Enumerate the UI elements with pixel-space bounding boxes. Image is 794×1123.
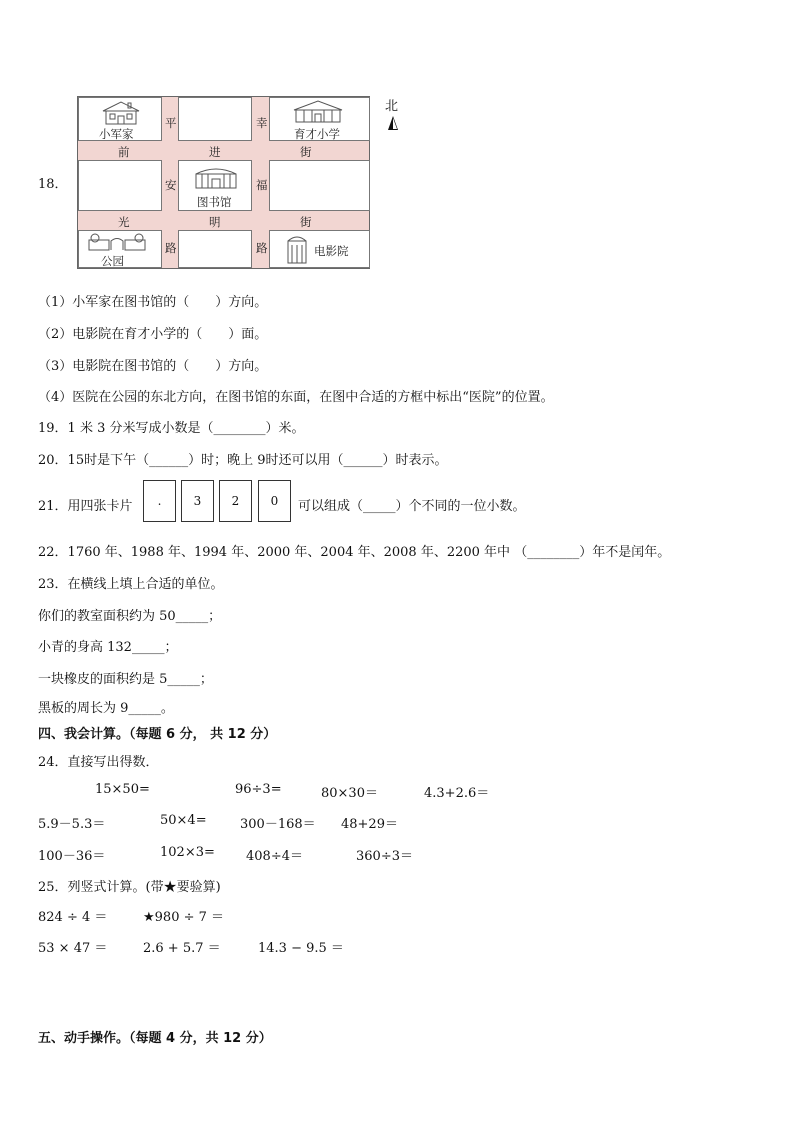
block-park — [78, 230, 162, 268]
road-char-jie-1: 街 — [300, 145, 312, 159]
card-0: 0 — [258, 480, 291, 522]
block-library — [178, 160, 252, 211]
vertical-calc-4: 2.6 + 5.7 ＝ — [143, 941, 221, 956]
road-char-lu-2: 路 — [256, 241, 268, 255]
q23-line-1: 你们的教室面积约为 50_____； — [38, 609, 222, 624]
vertical-calc-1: 824 ÷ 4 ＝ — [38, 910, 108, 925]
calc-2-3: 300－168＝ — [240, 817, 316, 832]
card-dot: . — [143, 480, 176, 522]
school-icon — [292, 100, 344, 124]
label-home: 小军家 — [99, 127, 134, 141]
calc-1-2: 96÷3= — [235, 782, 282, 797]
cinema-icon — [285, 233, 309, 265]
question-20: 20．15时是下午（______）时；晚上 9时还可以用（______）时表示。 — [38, 453, 448, 468]
vertical-calc-5: 14.3 − 9.5 ＝ — [258, 941, 344, 956]
label-library: 图书馆 — [197, 195, 232, 209]
calc-1-1: 15×50= — [95, 782, 150, 797]
calc-3-4: 360÷3＝ — [356, 849, 413, 864]
road-char-qian: 前 — [118, 145, 130, 159]
q18-item-2: （2）电影院在育才小学的（ ）面。 — [38, 327, 268, 342]
map-diagram — [77, 96, 370, 269]
road-char-ming: 明 — [209, 215, 221, 229]
block-home — [78, 97, 162, 141]
block-empty-middle-right[interactable] — [269, 160, 370, 211]
question-21-prefix: 21．用四张卡片 — [38, 499, 133, 514]
label-cinema: 电影院 — [314, 244, 349, 258]
q23-line-2: 小青的身高 132_____； — [38, 640, 178, 655]
vertical-calc-3: 53 × 47 ＝ — [38, 941, 108, 956]
block-empty-middle-left[interactable] — [78, 160, 162, 211]
q23-line-4: 黑板的周长为 9_____。 — [38, 701, 174, 716]
question-22: 22．1760 年、1988 年、1994 年、2000 年、2004 年、2008 年、2200 年中 （________）年不是闰年。 — [38, 545, 671, 560]
calc-1-3: 80×30＝ — [321, 786, 378, 801]
question-25-title: 25．列竖式计算。(带★要验算) — [38, 880, 221, 895]
park-icon — [87, 232, 147, 252]
road-char-guang: 光 — [118, 215, 130, 229]
calc-1-4: 4.3+2.6＝ — [424, 786, 490, 801]
q18-item-1: （1）小军家在图书馆的（ ）方向。 — [38, 295, 268, 310]
vertical-calc-2: ★980 ÷ 7 ＝ — [143, 910, 225, 925]
road-char-ping: 平 — [165, 116, 177, 130]
q18-item-4: （4）医院在公园的东北方向，在图书馆的东面，在图中合适的方框中标出“医院”的位置。 — [38, 390, 554, 405]
block-empty-top-middle[interactable] — [178, 97, 252, 141]
card-3: 3 — [181, 480, 214, 522]
block-cinema — [269, 230, 370, 268]
question-24-title: 24．直接写出得数． — [38, 755, 159, 770]
block-empty-bottom-middle[interactable] — [178, 230, 252, 268]
label-school: 育才小学 — [294, 127, 340, 141]
calc-3-1: 100－36＝ — [38, 849, 106, 864]
label-park: 公园 — [101, 254, 124, 268]
road-char-fu: 福 — [256, 178, 268, 192]
calc-2-1: 5.9－5.3＝ — [38, 817, 106, 832]
section-5-heading: 五、动手操作。（每题 4 分，共 12 分） — [38, 1031, 272, 1046]
house-icon — [99, 100, 143, 126]
section-4-heading: 四、我会计算。（每题 6 分， 共 12 分） — [38, 727, 277, 742]
q23-line-3: 一块橡皮的面积约是 5_____； — [38, 672, 213, 687]
calc-3-3: 408÷4＝ — [246, 849, 303, 864]
calc-2-4: 48+29＝ — [341, 817, 398, 832]
question-19: 19．1 米 3 分米写成小数是（________）米。 — [38, 421, 305, 436]
north-arrow-icon — [388, 116, 398, 130]
road-char-xing: 幸 — [256, 116, 268, 130]
question-23-title: 23．在横线上填上合适的单位。 — [38, 577, 224, 592]
road-char-jin: 进 — [209, 145, 221, 159]
q18-item-3: （3）电影院在图书馆的（ ）方向。 — [38, 359, 268, 374]
road-char-an: 安 — [165, 178, 177, 192]
road-char-lu-1: 路 — [165, 241, 177, 255]
question-number-18: 18． — [38, 177, 68, 192]
card-2: 2 — [219, 480, 252, 522]
north-label: 北 — [385, 99, 399, 114]
block-school — [269, 97, 370, 141]
library-icon — [192, 164, 240, 190]
calc-2-2: 50×4= — [160, 813, 207, 828]
calc-3-2: 102×3= — [160, 845, 215, 860]
road-char-jie-2: 街 — [300, 215, 312, 229]
question-21-suffix: 可以组成（_____）个不同的一位小数。 — [298, 499, 526, 514]
